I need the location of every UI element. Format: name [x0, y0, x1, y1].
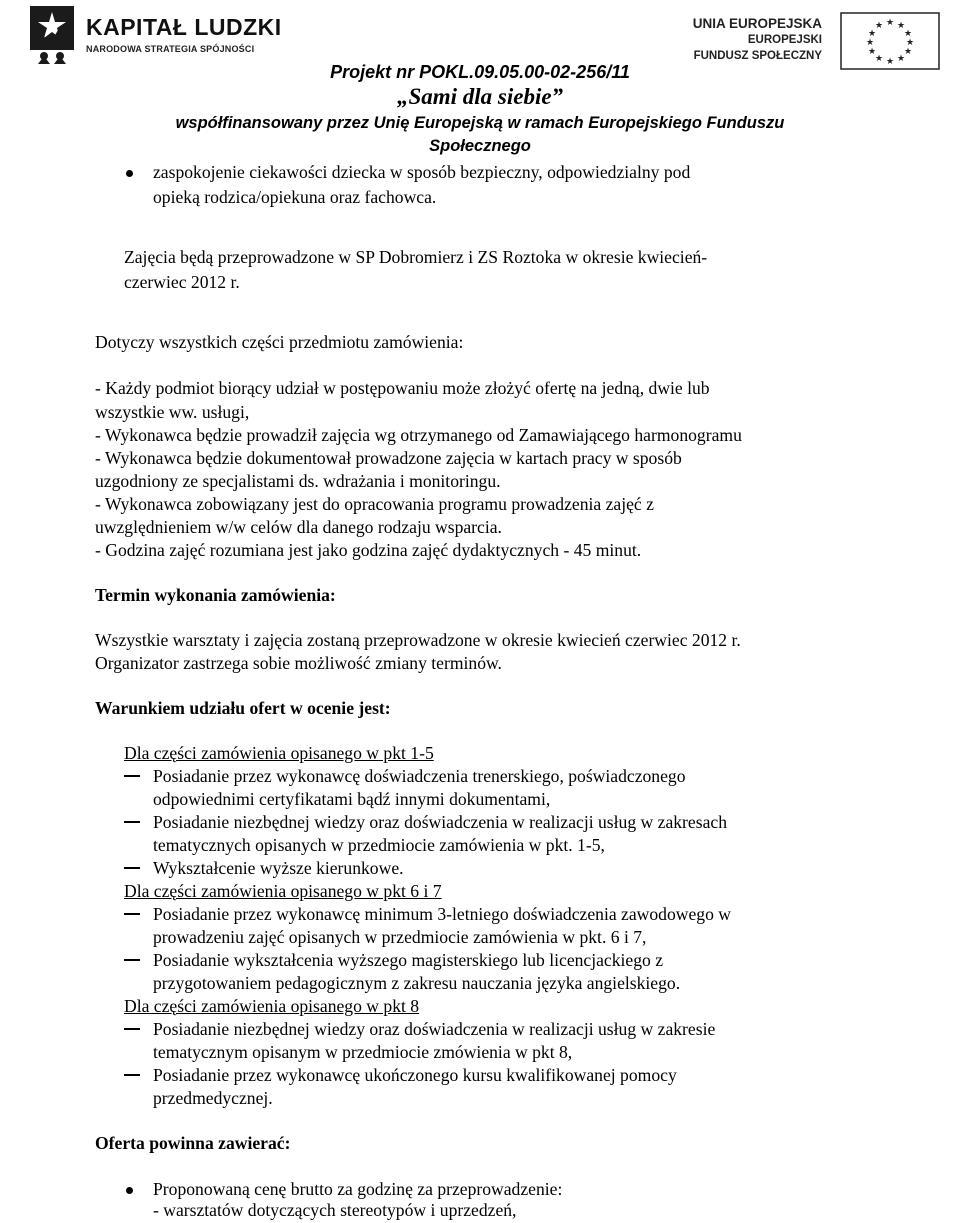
kapital-ludzki-emblem-icon — [24, 4, 80, 66]
bullet-dot — [126, 1187, 133, 1194]
svg-text:★: ★ — [865, 38, 875, 48]
eu-line-1: UNIA EUROPEJSKA — [692, 16, 822, 31]
svg-text:★: ★ — [903, 47, 913, 57]
svg-text:★: ★ — [885, 18, 895, 28]
requirement-line: - Godzina zajęć rozumiana jest jako godzina zajęć dydaktycznych - 45 minut. — [95, 540, 642, 560]
dash-marker — [124, 913, 140, 915]
list-item-line: przedmedycznej. — [153, 1088, 273, 1108]
list-item-line: Posiadanie niezbędnej wiedzy oraz doświadczenia w realizacji usług w zakresach — [153, 812, 727, 832]
termin-heading: Termin wykonania zamówienia: — [95, 585, 336, 605]
paragraph-line: Zajęcia będą przeprowadzone w SP Dobromierz i ZS Roztoka w okresie kwiecień- — [124, 247, 708, 267]
kapital-ludzki-subtitle: NARODOWA STRATEGIA SPÓJNOŚCI — [86, 44, 255, 54]
svg-text:★: ★ — [867, 29, 877, 39]
eu-logo-text — [693, 16, 822, 64]
section-title: Dla części zamówienia opisanego w pkt 6 i 7 — [124, 881, 442, 901]
requirement-line: uzgodniony ze specjalistami ds. wdrażania i monitoringu. — [95, 471, 501, 491]
section-title: Dla części zamówienia opisanego w pkt 8 — [124, 996, 420, 1016]
requirement-line: uwzględnieniem w/w celów dla danego rodzaju wsparcia. — [95, 517, 502, 537]
list-item-line: Posiadanie niezbędnej wiedzy oraz doświadczenia w realizacji usług w zakresie — [153, 1019, 716, 1039]
cofinancing-line-2: Społecznego — [429, 137, 531, 155]
requirement-line-text: wszystkie ww. usługi, — [95, 402, 250, 422]
bullet-dot — [126, 170, 133, 177]
list-item-line: tematycznym opisanym w przedmiocie zmówienia w pkt 8, — [153, 1042, 573, 1062]
kapital-ludzki-title: KAPITAŁ LUDZKI — [86, 14, 282, 40]
svg-text:★: ★ — [874, 21, 884, 31]
list-item-line: Posiadanie przez wykonawcę minimum 3-letniego doświadczenia zawodowego w — [153, 904, 731, 924]
list-item-line: Posiadanie wykształcenia wyższego magisterskiego lub licencjackiego z — [153, 950, 664, 970]
bullet-text-line: - warsztatów dotyczących stereotypów i uprzedzeń, — [153, 1200, 517, 1220]
svg-text:★: ★ — [896, 21, 906, 31]
svg-text:★: ★ — [905, 38, 915, 48]
bullet-text-line: Proponowaną cenę brutto za godzinę za przeprowadzenie: — [153, 1179, 563, 1199]
paragraph-line: czerwiec 2012 r. — [124, 272, 240, 292]
project-number: Projekt nr POKL.09.05.00-02-256/11 — [330, 62, 630, 82]
list-item-line: Posiadanie przez wykonawcę doświadczenia trenerskiego, poświadczonego — [153, 766, 686, 786]
list-item-line: odpowiednimi certyfikatami bądź innymi dokumentami, — [153, 789, 551, 809]
paragraph-line: Dotyczy wszystkich części przedmiotu zamówienia: — [95, 332, 464, 352]
cofinancing-line-1: współfinansowany przez Unię Europejską w ramach Europejskiego Funduszu — [175, 114, 785, 132]
svg-text:★: ★ — [874, 54, 884, 64]
list-item-line: przygotowaniem pedagogicznym z zakresu nauczania języka angielskiego. — [153, 973, 681, 993]
svg-text:★: ★ — [885, 57, 895, 67]
eu-line-3: FUNDUSZ SPOŁECZNY — [693, 50, 822, 62]
paragraph-line: Organizator zastrzega sobie możliwość zmiany terminów. — [95, 653, 502, 673]
kapital-ludzki-logo — [24, 4, 282, 68]
dash-marker — [124, 1074, 140, 1076]
list-item-line: prowadzeniu zajęć opisanych w przedmiocie zamówienia w pkt. 6 i 7, — [153, 927, 647, 947]
list-item-line: Posiadanie przez wykonawcę ukończonego kursu kwalifikowanej pomocy — [153, 1065, 677, 1085]
document-header — [0, 0, 960, 160]
requirement-line: - Wykonawca będzie dokumentował prowadzone zajęcia w kartach pracy w sposób — [95, 448, 682, 468]
requirement-line: - Wykonawca będzie prowadził zajęcia wg otrzymanego od Zamawiającego harmonogramu — [95, 425, 742, 445]
warunek-heading: Warunkiem udziału ofert w ocenie jest: — [95, 698, 391, 718]
dash-marker — [124, 959, 140, 961]
paragraph-line: Wszystkie warsztaty i zajęcia zostaną przeprowadzone w okresie kwiecień czerwiec 2012 r. — [95, 630, 741, 650]
dash-marker — [124, 821, 140, 823]
svg-text:★: ★ — [867, 47, 877, 57]
requirement-line: - Wykonawca zobowiązany jest do opracowania programu prowadzenia zajęć z — [95, 494, 654, 514]
dash-marker — [124, 775, 140, 777]
dash-marker — [124, 867, 140, 869]
svg-text:★: ★ — [896, 54, 906, 64]
bullet-text-line: opieką rodzica/opiekuna oraz fachowca. — [153, 187, 437, 207]
list-item-line: tematycznych opisanych w przedmiocie zamówienia w pkt. 1-5, — [153, 835, 605, 855]
eu-line-2: EUROPEJSKI — [747, 34, 822, 46]
bullet-text-line: zaspokojenie ciekawości dziecka w sposób bezpieczny, odpowiedzialny pod — [153, 162, 691, 182]
oferta-heading: Oferta powinna zawierać: — [95, 1133, 291, 1153]
svg-text:★: ★ — [903, 29, 913, 39]
dash-marker — [124, 1028, 140, 1030]
list-item-line: Wykształcenie wyższe kierunkowe. — [153, 858, 404, 878]
section-title: Dla części zamówienia opisanego w pkt 1-5 — [124, 743, 434, 763]
project-name: „Sami dla siebie” — [396, 84, 564, 109]
requirement-line: - Każdy podmiot biorący udział w postępowaniu może złożyć ofertę na jedną, dwie lub — [95, 378, 710, 398]
